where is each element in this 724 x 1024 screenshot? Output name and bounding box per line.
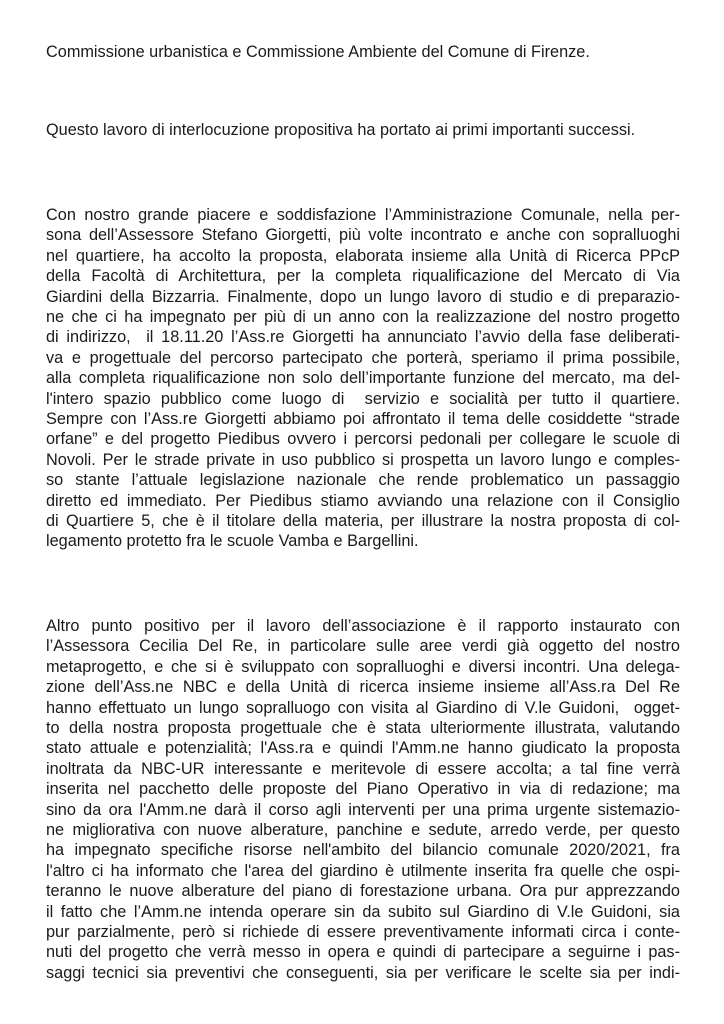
paragraph-2-line: saggi tecnici sia preventivi che conseguenti, sia per verificare le scelte sia per indi-: [46, 963, 680, 982]
paragraph-2-line: to della nostra proposta progettuale che è stata ulteriormente illustrata, valutando: [46, 719, 680, 737]
paragraph-2-line: ne migliorativa con nuove alberature, panchine e sedute, arredo verde, per questo: [46, 821, 680, 839]
paragraph-1-line: orfane” e del progetto Piedibus ovvero i percorsi pedonali per collegare le scuole di: [46, 430, 680, 449]
paragraph-1-line: nel quartiere, ha accolto la proposta, elaborata insieme alla Unità di Ricerca PPcP: [46, 246, 680, 265]
paragraph-1-line: so stante l’attuale legislazione nazionale che rende problematico un passaggio: [46, 471, 680, 490]
paragraph-1-line: alla completa riqualificazione non solo dell’importante funzione del mercato, ma del-: [46, 369, 680, 388]
paragraph-2-line: l'altro ci ha informato che l'area del giardino è utilmente inserita fra quelle che ospi-: [46, 861, 680, 880]
paragraph-2-line: pur parzialmente, però si richiede di essere preventivamente informati circa i conte-: [46, 923, 680, 941]
paragraph-1-line: Con nostro grande piacere e soddisfazione l’Amministrazione Comunale, nella per-: [46, 206, 680, 224]
paragraph-2-line: inserita nel pacchetto delle proposte del Piano Operativo in via di redazione; ma: [46, 780, 680, 799]
intro-line: Questo lavoro di interlocuzione propositiva ha portato ai primi importanti successi.: [46, 121, 636, 139]
paragraph-2-line: metaprogetto, e che si è sviluppato con sopralluoghi e diversi incontri. Una delega-: [46, 657, 680, 676]
paragraph-2-line: teranno le nuove alberature del piano di forestazione urbana. Ora pur apprezzando: [46, 882, 680, 901]
paragraph-1-line: l'intero spazio pubblico come luogo di servizio e socialità per tutto il quartiere.: [46, 389, 680, 408]
paragraph-1-line: va e progettuale del percorso partecipato che porterà, speriamo il prima possibile,: [46, 348, 680, 367]
paragraph-1-line: Novoli. Per le strade private in uso pubblico si prospetta un lavoro lungo e comples-: [46, 450, 680, 469]
paragraph-1-line: ne che ci ha impegnato per più di un anno con la realizzazione del nostro progetto: [46, 308, 680, 326]
paragraph-1-line: di indirizzo, il 18.11.20 l’Ass.re Giorgetti ha annunciato l’avvio della fase deliberati-: [46, 328, 680, 347]
paragraph-1-line: di Quartiere 5, che è il titolare della materia, per illustrare la nostra proposta di col-: [46, 512, 680, 530]
paragraph-1-line: Giardini della Bizzarria. Finalmente, dopo un lungo lavoro di studio e di preparazio-: [46, 287, 680, 306]
paragraph-2-line: stato attuale e potenzialità; l'Ass.ra e quindi l'Amm.ne hanno giudicato la proposta: [46, 739, 680, 758]
paragraph-2-line: inoltrata da NBC-UR interessante e meritevole di essere accolta; a tal fine verrà: [46, 759, 680, 778]
heading-line: Commissione urbanistica e Commissione Ambiente del Comune di Firenze.: [46, 43, 590, 61]
paragraph-2-line: zione dell’Ass.ne NBC e della Unità di ricerca insieme insieme all’Ass.ra Del Re: [46, 678, 680, 697]
paragraph-1-line: sona dell’Assessore Stefano Giorgetti, più volte incontrato e anche con sopralluoghi: [46, 226, 680, 245]
paragraph-2-line: ha impegnato specifiche risorse nell'ambito del bilancio comunale 2020/2021, fra: [46, 841, 680, 860]
paragraph-1-line: legamento protetto fra le scuole Vamba e Bargellini.: [46, 532, 419, 551]
paragraph-2-line: il fatto che l’Amm.ne intenda operare sin da subito sul Giardino di V.le Guidoni, sia: [46, 902, 680, 921]
paragraph-1-line: Sempre con l’Ass.re Giorgetti abbiamo poi affrontato il tema delle cosiddette “strade: [46, 410, 680, 428]
paragraph-2-line: Altro punto positivo per il lavoro dell’associazione è il rapporto instaurato con: [46, 617, 680, 635]
paragraph-2-line: sino da ora l'Amm.ne darà il corso agli interventi per una prima urgente sistemazio-: [46, 800, 680, 819]
paragraph-1-line: della Facoltà di Architettura, per la completa riqualificazione del Mercato di Via: [46, 267, 680, 286]
paragraph-2-line: l’Assessora Cecilia Del Re, in particolare sulle aree verdi già oggetto del nostro: [46, 637, 680, 656]
paragraph-2-line: hanno effettuato un lungo sopralluogo con visita al Giardino di V.le Guidoni, ogget-: [46, 698, 680, 717]
paragraph-1-line: diretto ed immediato. Per Piedibus stiamo avviando una relazione con il Consiglio: [46, 491, 680, 510]
paragraph-2-line: nuti del progetto che verrà messo in opera e quindi di partecipare a seguirne i pas-: [46, 943, 680, 962]
